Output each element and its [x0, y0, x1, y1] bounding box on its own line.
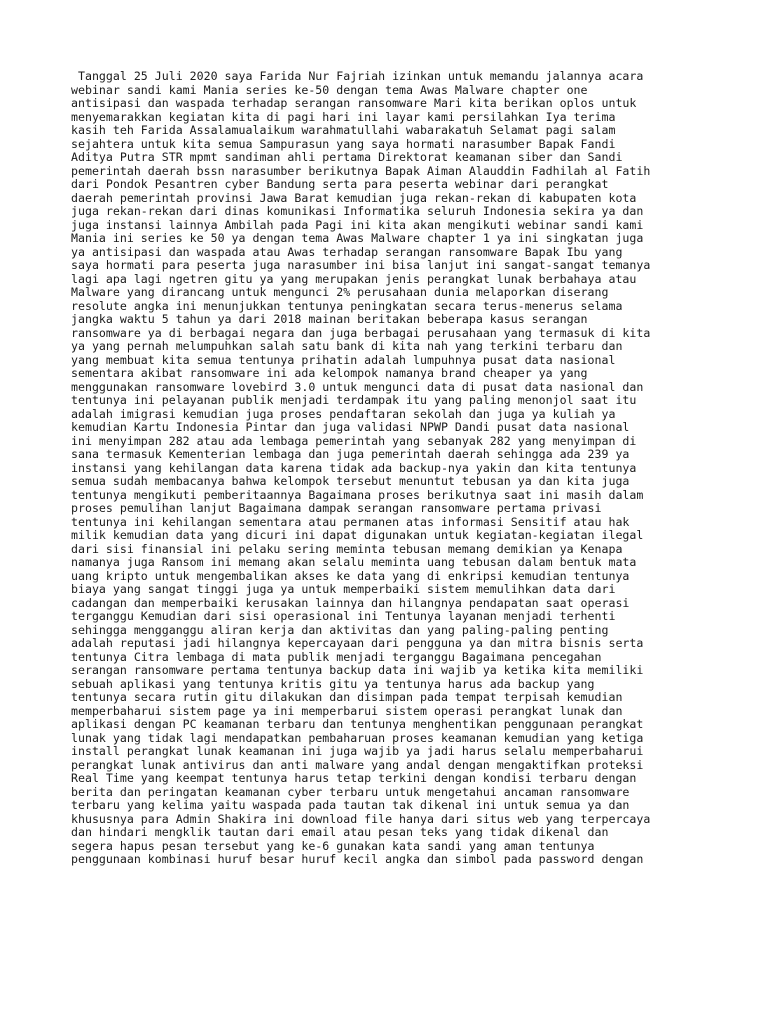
text-line: webinar sandi kami Mania series ke-50 dengan tema Awas Malware chapter one — [71, 82, 588, 97]
text-line: serangan ransomware pertama tentunya backup data ini wajib ya ketika kita memiliki — [71, 663, 644, 677]
text-line: kasih teh Farida Assalamualaikum warahmatullahi wabarakatuh Selamat pagi salam — [71, 123, 616, 137]
text-line: tentunya mengikuti pemberitaannya Bagaimana proses berikutnya saat ini masih dalam — [71, 487, 644, 502]
text-line: tentunya ini kehilangan sementara atau permanen atas informasi Sensitif atau hak — [71, 514, 630, 529]
text-line: kemudian Kartu Indonesia Pintar dan juga validasi NPWP Dandi pusat data nasional — [71, 420, 630, 434]
text-line: adalah imigrasi kemudian juga proses pendaftaran sekolah dan juga ya kuliah ya — [71, 406, 616, 421]
text-line: penggunaan kombinasi huruf besar huruf kecil angka dan simbol pada password dengan — [71, 852, 644, 866]
text-line: menggunakan ransomware lovebird 3.0 untuk mengunci data di pusat data nasional dan — [71, 379, 644, 394]
text-line: yang membuat kita semua tentunya prihatin adalah lumpuhnya pusat data nasional — [71, 352, 616, 367]
text-line: tentunya Citra lembaga di mata publik menjadi terganggu Bagaimana pencegahan — [71, 649, 602, 664]
text-line: namanya juga Ransom ini memang akan selalu meminta uang tebusan dalam bentuk mata — [71, 555, 637, 569]
text-line: adalah reputasi jadi hilangnya kepercayaan dari pengguna ya dan mitra bisnis serta — [71, 636, 644, 650]
text-line: Malware yang dirancang untuk mengunci 2% perusahaan dunia melaporkan diserang — [71, 285, 609, 299]
text-line: memperbaharui sistem page ya ini memperbarui sistem operasi perangkat lunak dan — [71, 703, 623, 718]
text-line: dan hindari mengklik tautan dari email atau pesan teks yang tidak dikenal dan — [71, 825, 609, 839]
text-line: sebuah aplikasi yang tentunya kritis gitu ya tentunya harus ada backup yang — [71, 676, 595, 691]
text-line: ya antisipasi dan waspada atau Awas terhadap serangan ransomware Bapak Ibu yang — [71, 244, 623, 259]
text-line: lunak yang tidak lagi mendapatkan pembaharuan proses keamanan kemudian yang ketiga — [71, 730, 644, 745]
text-line: biaya yang sangat tinggi juga ya untuk memperbaiki sistem memulihkan data dari — [71, 582, 616, 596]
text-line: sehingga mengganggu aliran kerja dan aktivitas dan yang paling-paling penting — [71, 622, 609, 637]
text-line: ya yang pernah melumpuhkan salah satu bank di kita nah yang terkini terbaru dan — [71, 339, 623, 353]
text-line: proses pemulihan lanjut Bagaimana dampak serangan ransomware pertama privasi — [71, 501, 602, 515]
text-line: sana termasuk Kementerian lembaga dan juga pemerintah daerah sehingga ada 239 ya — [71, 447, 630, 461]
text-line: menyemarakkan kegiatan kita di pagi hari ini layar kami persilahkan Iya terima — [71, 109, 616, 124]
text-line: tentunya ini pelayanan publik menjadi terdampak itu yang paling menonjol saat itu — [71, 393, 637, 407]
text-line: uang kripto untuk mengembalikan akses ke data yang di enkripsi kemudian tentunya — [71, 568, 630, 583]
transcript-text — [71, 70, 711, 867]
text-line: ransomware ya di berbagai negara dan juga berbagai perusahaan yang termasuk di kita — [71, 325, 651, 340]
text-line: sementara akibat ransomware ini ada kelompok namanya brand cheaper ya yang — [71, 366, 588, 380]
text-line: terganggu Kemudian dari sisi operasional ini Tentunya layanan menjadi terhenti — [71, 609, 616, 623]
text-line: saya hormati para peserta juga narasumber ini bisa lanjut ini sangat-sangat temanya — [71, 258, 651, 272]
text-line: Real Time yang keempat tentunya harus tetap terkini dengan kondisi terbaru dengan — [71, 771, 637, 785]
text-line: cadangan dan memperbaiki kerusakan lainnya dan hilangnya pendapatan saat operasi — [71, 595, 630, 610]
text-line: semua sudah membacanya bahwa kelompok tersebut menuntut tebusan ya dan kita juga — [71, 474, 630, 488]
text-line: milik kemudian data yang dicuri ini dapat digunakan untuk kegiatan-kegiatan ilegal — [71, 528, 644, 542]
text-line: berita dan peringatan keamanan cyber terbaru untuk mengetahui ancaman ransomware — [71, 784, 630, 799]
text-line: juga rekan-rekan dari dinas komunikasi Informatika seluruh Indonesia sekira ya dan — [71, 204, 644, 218]
text-line: ini menyimpan 282 atau ada lembaga pemerintah yang sebanyak 282 yang menyimpan di — [71, 433, 637, 448]
text-line: terbaru yang kelima yaitu waspada pada tautan tak dikenal ini untuk semua ya dan — [71, 798, 630, 812]
text-line: pemerintah daerah bssn narasumber berikutnya Bapak Aiman Alauddin Fadhilah al Fatih — [71, 163, 651, 178]
text-line: antisipasi dan waspada terhadap serangan ransomware Mari kita berikan oplos untuk — [71, 96, 637, 110]
text-line: segera hapus pesan tersebut yang ke-6 gunakan kata sandi yang aman tentunya — [71, 838, 595, 853]
text-line: dari sisi finansial ini pelaku sering meminta tebusan memang demikian ya Kenapa — [71, 541, 623, 556]
text-line: Aditya Putra STR mpmt sandiman ahli pertama Direktorat keamanan siber dan Sandi — [71, 150, 623, 164]
text-line: daerah pemerintah provinsi Jawa Barat kemudian juga rekan-rekan di kabupaten kota — [71, 190, 637, 205]
text-line: dari Pondok Pesantren cyber Bandung serta para peserta webinar dari perangkat — [71, 177, 609, 191]
text-line: khususnya para Admin Shakira ini download file hanya dari situs web yang terpercaya — [71, 811, 651, 826]
text-line: sejahtera untuk kita semua Sampurasun yang saya hormati narasumber Bapak Fandi — [71, 136, 616, 151]
text-line: perangkat lunak antivirus dan anti malware yang andal dengan mengaktifkan proteksi — [71, 757, 644, 772]
text-line: lagi apa lagi ngetren gitu ya yang merupakan jenis perangkat lunak berbahaya atau — [71, 271, 637, 286]
text-line: juga instansi lainnya Ambilah pada Pagi ini kita akan mengikuti webinar sandi kami — [71, 217, 644, 232]
text-line: tentunya secara rutin gitu dilakukan dan disimpan pada tempat terpisah kemudian — [71, 690, 623, 704]
text-line: install perangkat lunak keamanan ini juga wajib ya jadi harus selalu memperbaharui — [71, 744, 644, 758]
text-line: Mania ini series ke 50 ya dengan tema Awas Malware chapter 1 ya ini singkatan juga — [71, 231, 644, 245]
text-line: resolute angka ini menunjukkan tentunya peningkatan secara terus-menerus selama — [71, 298, 623, 313]
text-line: instansi yang kehilangan data karena tidak ada backup-nya yakin dan kita tentunya — [71, 460, 637, 475]
text-line: aplikasi dengan PC keamanan terbaru dan tentunya menghentikan penggunaan perangkat — [71, 717, 644, 731]
text-line: Tanggal 25 Juli 2020 saya Farida Nur Fajriah izinkan untuk memandu jalannya acara — [71, 69, 644, 83]
text-line: jangka waktu 5 tahun ya dari 2018 mainan beritakan beberapa kasus serangan — [71, 312, 588, 326]
